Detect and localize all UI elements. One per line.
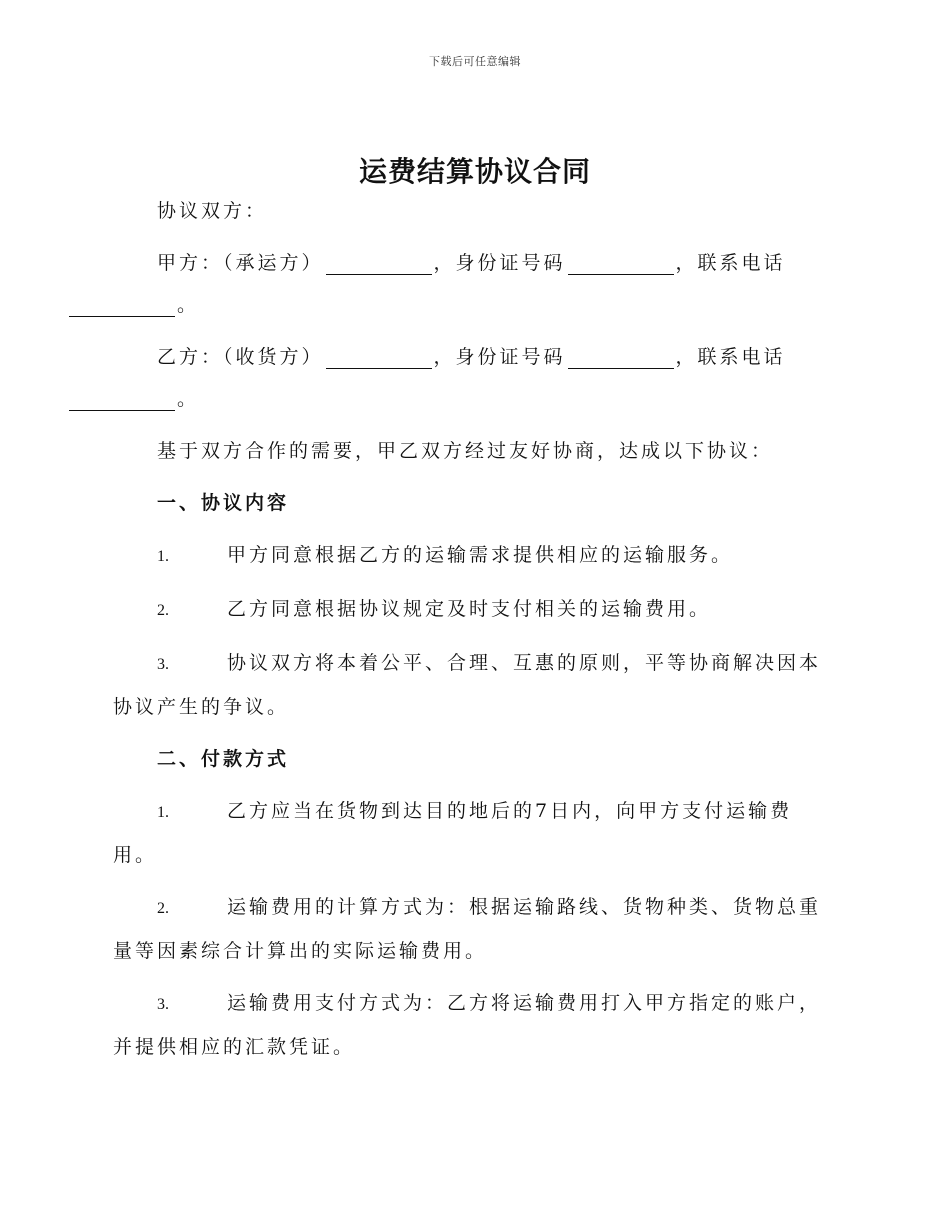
list-item [113,534,835,578]
list-item [113,790,835,876]
item-number: 2. [157,900,169,917]
party-a-id-blank[interactable] [568,248,674,275]
party-a-name-blank[interactable] [326,248,432,275]
section-heading-payment-method: 二、付款方式 [157,748,290,770]
item-text: 运输费用的计算方式为：根据运输路线、货物种类、货物总重量等因素综合计算出的实际运输费用。 [113,896,822,962]
item-number: 2. [157,602,169,619]
list-item [113,982,835,1068]
list-item [113,642,835,728]
preamble: 基于双方合作的需要，甲乙双方经过友好协商，达成以下协议： [157,440,774,462]
item-text: 运输费用支付方式为：乙方将运输费用打入甲方指定的账户，并提供相应的汇款凭证。 [113,992,822,1058]
party-b-id-label: ，身份证号码 [433,346,566,368]
parties-intro: 协议双方： [157,200,268,222]
item-number: 3. [157,656,169,673]
item-text: 乙方应当在货物到达目的地后的7日内，向甲方支付运输费用。 [113,800,793,866]
contract-title: 运费结算协议合同 [358,155,591,188]
item-number: 1. [157,804,169,821]
party-b-end: 。 [177,388,200,410]
contract-body [113,190,835,1078]
list-item [113,886,835,972]
party-b-name-blank[interactable] [326,342,432,369]
list-item [113,588,835,632]
party-a-id-label: ，身份证号码 [433,252,566,274]
item-text: 协议双方将本着公平、合理、互惠的原则，平等协商解决因本协议产生的争议。 [113,652,822,718]
party-a-phone-label: ，联系电话 [675,252,786,274]
party-b-line [113,336,835,420]
header-note: 下载后可任意编辑 [429,55,521,68]
section-heading-agreement-content: 一、协议内容 [157,492,290,514]
party-a-prefix: 甲方：（承运方） [157,252,324,274]
party-b-phone-label: ，联系电话 [675,346,786,368]
party-b-prefix: 乙方：（收货方） [157,346,324,368]
item-number: 1. [157,548,169,565]
party-a-phone-blank[interactable] [69,290,175,317]
party-a-end: 。 [177,294,200,316]
item-text: 乙方同意根据协议规定及时支付相关的运输费用。 [227,598,712,620]
item-text: 甲方同意根据乙方的运输需求提供相应的运输服务。 [227,544,734,566]
party-a-line [113,242,835,326]
item-number: 3. [157,996,169,1013]
party-b-id-blank[interactable] [568,342,674,369]
party-b-phone-blank[interactable] [69,384,175,411]
